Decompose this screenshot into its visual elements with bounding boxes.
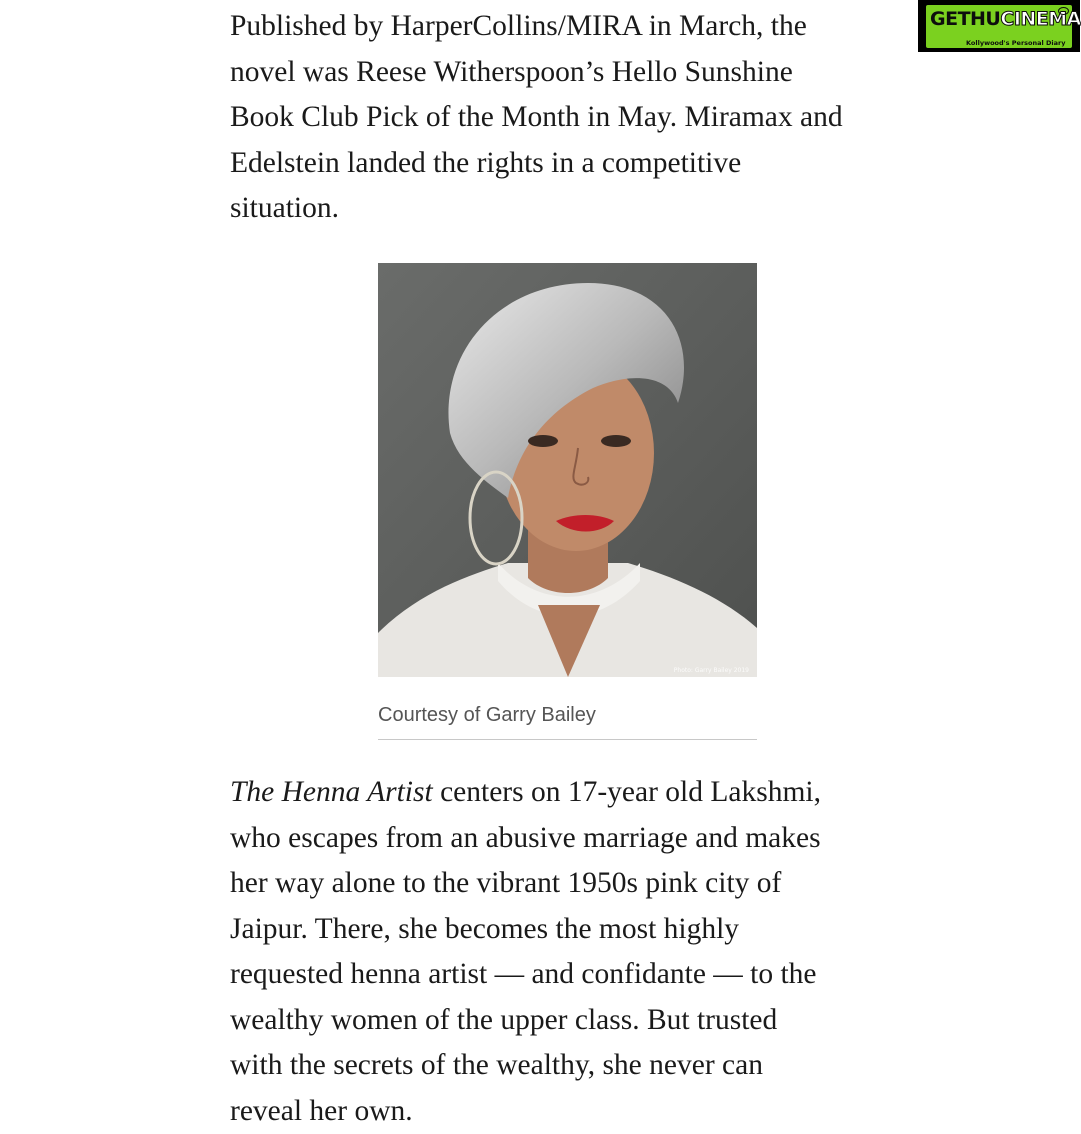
photo-caption: Courtesy of Garry Bailey <box>378 704 596 726</box>
author-portrait-illustration <box>378 263 757 677</box>
caption-divider <box>378 739 757 740</box>
paragraph-line: Book Club Pick of the Month in May. Miramax and <box>230 101 843 133</box>
paragraph-line: novel was Reese Witherspoon’s Hello Sunshine <box>230 55 793 88</box>
paragraph-line: her way alone to the vibrant 1950s pink city of <box>230 867 782 899</box>
watermark-tagline: Kollywood's Personal Diary <box>966 39 1066 47</box>
paragraph-line: Published by HarperCollins/MIRA in March, the <box>230 10 807 42</box>
paragraph-line: requested henna artist — and confidante — to the <box>230 958 817 990</box>
paragraph-line: Edelstein landed the rights in a competitive <box>230 146 742 179</box>
paragraph-line: with the secrets of the wealthy, she never can <box>230 1049 763 1081</box>
paragraph-line: situation. <box>230 192 339 224</box>
watermark-logo-badge <box>926 5 1081 48</box>
film-reel-icon <box>1058 7 1069 15</box>
paragraph-line: Jaipur. There, she becomes the most highly <box>230 912 740 945</box>
article-paragraph-1 <box>230 4 920 232</box>
watermark-brand-part1: GETHU <box>930 8 1001 30</box>
photo-credit: Photo: Garry Bailey 2019 <box>673 667 749 674</box>
paragraph-line: wealthy women of the upper class. But trusted <box>230 1003 778 1036</box>
paragraph-line: who escapes from an abusive marriage and makes <box>230 821 821 854</box>
book-title: The Henna Artist <box>230 776 433 808</box>
author-photo <box>378 263 757 677</box>
paragraph-line: reveal her own. <box>230 1094 413 1127</box>
paragraph-line-rest: centers on 17-year old Lakshmi, <box>432 776 821 808</box>
article-paragraph-2 <box>230 770 920 1134</box>
watermark-logo <box>918 0 1080 52</box>
watermark-brand-part2: CINEMA <box>1000 8 1081 30</box>
paragraph-line <box>230 770 920 816</box>
